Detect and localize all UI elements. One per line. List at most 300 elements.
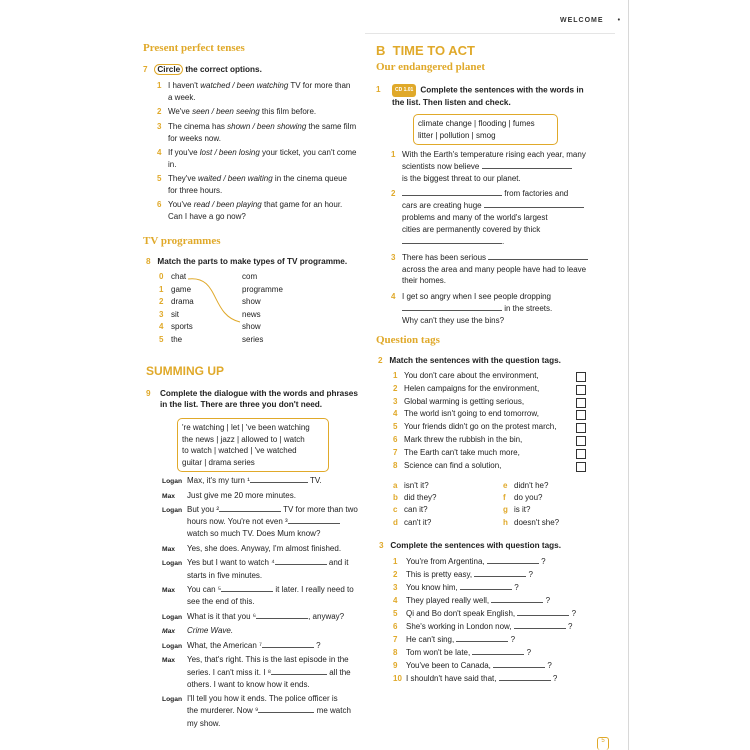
match-row	[159, 334, 309, 347]
list-item	[393, 568, 613, 581]
answer-blank[interactable]	[456, 634, 508, 642]
list-item	[393, 447, 593, 460]
exercise-instruction: Complete the sentences with question tags.	[390, 541, 561, 550]
exercise-number: 9	[146, 389, 151, 398]
word-list-line: 're watching | let | 've been watching	[182, 423, 310, 432]
item-line	[402, 315, 606, 327]
item-text: that game for an hour. Can I have a go now?	[168, 200, 343, 222]
answer-blank[interactable]	[499, 673, 551, 681]
match-right: show	[242, 322, 261, 332]
item-number: 2	[159, 297, 164, 307]
exercise-2-heading	[378, 356, 561, 365]
item-line	[402, 236, 606, 248]
speaker-name: Logan	[162, 642, 183, 650]
text-segment: ?	[313, 640, 321, 650]
text-segment: I get so angry when I see people dropping	[402, 292, 551, 302]
item-number: 10	[393, 674, 402, 683]
item-line	[402, 188, 606, 200]
speaker-name: Max	[162, 628, 176, 636]
dialogue-turn	[162, 584, 372, 608]
dialogue-line	[162, 504, 372, 516]
answer-blank[interactable]	[219, 504, 281, 512]
item-line	[402, 224, 606, 236]
circle-word: Circle	[154, 64, 183, 75]
match-right: com	[242, 272, 258, 281]
text-segment: Yes, she does. Anyway, I'm almost finished.	[187, 543, 342, 553]
exercise-3-heading	[379, 541, 561, 550]
text-segment: others. I want to know how it ends.	[187, 679, 310, 689]
match-row	[159, 309, 309, 322]
text-segment: problems and many of the world's largest	[402, 213, 548, 223]
item-text: Global warming is getting serious,	[404, 396, 525, 406]
answer-blank[interactable]	[482, 161, 572, 169]
item-number: 2	[393, 570, 398, 579]
tag-text: can't it?	[404, 517, 432, 527]
list-item	[393, 620, 613, 633]
item-number: 2	[393, 383, 398, 393]
exercise-number: 7	[143, 65, 148, 74]
exercise-instruction: Match the parts to make types of TV programme.	[157, 257, 348, 266]
item-end: ?	[543, 596, 551, 605]
match-right: programme	[242, 284, 283, 294]
dialogue-turn	[162, 640, 372, 652]
item-text: Your friends didn't go on the protest march,	[404, 422, 557, 432]
dialogue-turn	[162, 475, 372, 487]
item-options: seen / been seeing	[192, 107, 260, 117]
exercise-3-items	[393, 555, 613, 685]
speaker-name: Logan	[162, 613, 183, 621]
section-title-question-tags: Question tags	[376, 334, 440, 346]
tag-option	[503, 492, 559, 504]
exercise-8-heading	[146, 257, 347, 266]
tag-text: do you?	[514, 493, 543, 503]
item-text: I shouldn't have said that,	[406, 674, 499, 683]
item-number: 3	[393, 583, 398, 592]
item-line	[402, 212, 606, 224]
tag-letter: a	[393, 481, 398, 490]
present-perfect-list	[157, 80, 357, 226]
text-segment: What, the American ⁷	[187, 640, 262, 650]
dialogue-line	[162, 654, 372, 666]
dialogue-line	[162, 705, 372, 717]
speaker-name: Max	[162, 587, 176, 595]
match-left: sit	[171, 309, 179, 319]
match-right: series	[242, 334, 264, 344]
match-row	[159, 284, 309, 297]
running-header	[560, 17, 621, 24]
text-segment: What is it that you ⁶	[187, 611, 257, 621]
dialogue-line	[162, 528, 372, 540]
text-segment: Just give me 20 more minutes.	[187, 490, 296, 500]
answer-blank[interactable]	[250, 475, 308, 483]
answer-checkbox[interactable]	[576, 423, 586, 433]
answer-blank[interactable]	[402, 188, 502, 196]
item-number: 7	[393, 635, 398, 644]
item-end: ?	[538, 557, 546, 566]
tags-column-left	[393, 480, 436, 529]
dialogue-line	[162, 557, 372, 569]
list-item	[393, 370, 593, 383]
dialogue-turn	[162, 625, 372, 637]
item-line	[402, 275, 606, 287]
word-list-line: to watch | watched | 've watched	[182, 446, 297, 455]
list-item	[157, 106, 357, 118]
tag-letter: b	[393, 493, 398, 503]
dialogue-line	[162, 693, 372, 705]
tag-text: can it?	[404, 505, 428, 515]
match-right: news	[242, 309, 261, 319]
item-line	[402, 264, 606, 276]
item-number: 6	[157, 200, 162, 210]
audio-track-badge[interactable]: CD 1.01	[392, 84, 416, 97]
section-subtitle: Our endangered planet	[376, 61, 485, 73]
text-segment: You can ⁵	[187, 585, 222, 595]
dialogue-turn	[162, 693, 372, 730]
item-number: 4	[391, 292, 396, 302]
dialogue-line	[162, 718, 372, 730]
section-title: TIME TO ACT	[392, 43, 475, 58]
answer-checkbox[interactable]	[576, 398, 586, 408]
item-line	[402, 161, 606, 173]
word-list-line: guitar | drama series	[182, 457, 255, 467]
text-segment: and it	[326, 558, 349, 568]
item-text: You've	[168, 200, 194, 210]
word-list-box	[177, 418, 329, 472]
answer-blank[interactable]	[493, 660, 545, 668]
page-edge	[628, 0, 629, 750]
exercise-number: 3	[379, 541, 384, 550]
tag-letter: g	[503, 505, 508, 515]
section-title-present-perfect: Present perfect tenses	[143, 42, 245, 54]
item-line	[402, 200, 606, 212]
text-segment: Why can't they use the bins?	[402, 315, 505, 325]
word-list-line: climate change | flooding | fumes	[418, 119, 535, 128]
text-segment: Yes, that's right. This is the last episode in the	[187, 655, 349, 665]
list-item	[393, 672, 613, 685]
item-number: 2	[157, 107, 162, 117]
exercise-7-heading	[143, 65, 262, 74]
tag-text: is it?	[514, 505, 531, 515]
list-item	[157, 173, 357, 197]
list-item	[393, 434, 593, 447]
tag-option	[393, 517, 436, 529]
text-segment: Yes but I want to watch ⁴	[187, 558, 275, 568]
tag-letter: c	[393, 505, 398, 515]
answer-blank[interactable]	[258, 705, 314, 713]
item-number: 4	[393, 409, 398, 419]
item-text: Mark threw the rubbish in the bin,	[404, 434, 523, 444]
text-segment: cars are creating huge	[402, 201, 484, 211]
list-item	[393, 396, 593, 409]
answer-blank[interactable]	[275, 557, 327, 565]
answer-blank[interactable]	[474, 569, 526, 577]
item-end: ?	[569, 609, 577, 618]
tag-letter: h	[503, 517, 508, 527]
text-segment: There has been serious	[402, 252, 489, 262]
match-row	[159, 321, 309, 334]
answer-blank[interactable]	[517, 608, 569, 616]
answer-blank[interactable]	[221, 584, 273, 592]
item-line	[402, 149, 606, 161]
answer-blank[interactable]	[484, 200, 584, 208]
text-segment: TV for more than two	[281, 505, 358, 514]
item-text: If you've	[168, 147, 200, 157]
match-right: show	[242, 297, 261, 307]
text-segment: hours now. You're not even ³	[187, 517, 288, 527]
word-list-line: the news | jazz | allowed to | watch	[182, 434, 305, 444]
answer-blank[interactable]	[402, 236, 505, 247]
section-title-summing-up: SUMMING UP	[146, 364, 224, 378]
answer-blank[interactable]	[256, 611, 308, 619]
tag-option	[503, 504, 559, 516]
item-number: 3	[159, 309, 164, 319]
item-text: in the cinema queue for three hours.	[168, 174, 347, 196]
match-left: game	[171, 284, 192, 294]
item-end: ?	[545, 661, 552, 670]
tag-text: isn't it?	[404, 481, 429, 490]
match-row	[159, 271, 309, 284]
text-segment: Crime Wave.	[187, 626, 234, 636]
item-number: 4	[157, 147, 162, 157]
exercise-number: 2	[378, 356, 383, 365]
item-text: I haven't	[168, 81, 201, 90]
text-segment: starts in five minutes.	[187, 570, 263, 580]
speaker-name: Logan	[162, 696, 183, 704]
item-number: 2	[391, 189, 396, 199]
list-item	[391, 252, 606, 288]
exercise-instruction: Match the sentences with the question tags.	[389, 356, 561, 365]
item-text: They played really well,	[406, 596, 492, 605]
list-item	[393, 421, 593, 434]
tag-option	[503, 480, 559, 492]
answer-blank[interactable]	[288, 516, 340, 524]
dialogue-turn	[162, 611, 372, 623]
text-segment: me watch	[314, 706, 351, 716]
speaker-name: Max	[162, 545, 176, 553]
dialogue-line	[162, 570, 372, 582]
item-number: 5	[393, 609, 398, 618]
exercise-number: 1	[376, 85, 381, 94]
tag-text: doesn't she?	[514, 517, 560, 527]
page-number: 5	[601, 738, 605, 744]
item-text: Qi and Bo don't speak English,	[406, 609, 518, 618]
item-text: We've	[168, 107, 193, 117]
text-segment: TV.	[307, 476, 322, 485]
dialogue-line	[162, 516, 372, 528]
answer-blank[interactable]	[514, 621, 566, 629]
item-text: You know him,	[406, 583, 460, 592]
text-segment: .	[502, 237, 505, 247]
list-item	[157, 121, 357, 145]
speaker-name: Max	[162, 492, 176, 500]
tag-option	[503, 517, 559, 529]
answer-blank[interactable]	[460, 582, 512, 590]
header-dot: •	[617, 17, 622, 24]
item-text: Helen campaigns for the environment,	[404, 383, 540, 393]
answer-blank[interactable]	[491, 595, 543, 603]
answer-blank[interactable]	[271, 667, 327, 675]
exercise-1-heading	[376, 84, 596, 108]
word-list-box	[413, 114, 558, 145]
item-text: your ticket, you can't come in.	[168, 147, 357, 169]
section-letter: B	[376, 43, 386, 58]
speaker-name: Logan	[162, 478, 183, 485]
answer-checkbox[interactable]	[576, 410, 586, 420]
dialogue-line	[162, 490, 372, 502]
text-segment: scientists now believe	[402, 161, 482, 171]
match-left: sports	[171, 322, 193, 332]
item-options: waited / been waiting	[197, 174, 273, 184]
list-item	[393, 555, 613, 568]
item-text: The Earth can't take much more,	[404, 447, 520, 457]
speaker-name: Max	[162, 657, 176, 665]
match-row	[159, 296, 309, 309]
item-end: ?	[508, 635, 516, 644]
item-number: 1	[393, 371, 398, 380]
item-options: watched / been watching	[200, 81, 289, 90]
match-left: chat	[171, 272, 187, 281]
item-number: 3	[393, 396, 398, 406]
text-segment: cities are permanently covered by thick	[402, 225, 541, 235]
item-line	[402, 252, 606, 264]
text-segment: watch so much TV. Does Mum know?	[187, 529, 321, 539]
item-text: You've been to Canada,	[406, 661, 494, 670]
tag-option	[393, 504, 436, 516]
dialogue-line	[162, 679, 372, 691]
text-segment: , anyway?	[308, 611, 345, 621]
question-tag-sentences	[393, 370, 593, 472]
answer-blank[interactable]	[488, 252, 588, 260]
list-item	[157, 80, 357, 104]
list-item	[391, 188, 606, 248]
item-number: 4	[393, 596, 398, 605]
dialogue-line	[162, 596, 372, 608]
tv-match-list	[159, 271, 309, 351]
speaker-name: Logan	[162, 507, 183, 514]
item-text: Tom won't be late,	[406, 648, 473, 657]
dialogue-line	[162, 625, 372, 637]
item-line	[402, 291, 606, 303]
item-number: 0	[159, 272, 164, 281]
list-item	[393, 646, 613, 659]
item-end: ?	[550, 674, 558, 683]
item-number: 5	[157, 174, 162, 184]
item-number: 8	[393, 460, 398, 470]
list-item	[157, 147, 357, 171]
item-options: shown / been showing	[227, 121, 307, 131]
header-label: WELCOME	[560, 17, 604, 24]
answer-blank[interactable]	[402, 303, 502, 311]
item-options: read / been playing	[193, 200, 262, 210]
answer-blank[interactable]	[472, 647, 524, 655]
item-text: The cinema has	[168, 121, 228, 131]
exercise-instruction: the correct options.	[183, 65, 262, 74]
list-item	[393, 460, 593, 473]
text-segment: Max, it's my turn ¹	[187, 476, 250, 485]
answer-checkbox[interactable]	[576, 372, 586, 382]
tag-option	[393, 480, 436, 492]
text-segment: series. I can't miss it. I ⁸	[187, 667, 272, 677]
item-line	[402, 303, 606, 315]
item-text: They've	[168, 174, 198, 184]
item-number: 4	[159, 322, 164, 332]
item-text: TV for more than a week.	[168, 81, 351, 102]
answer-blank[interactable]	[487, 556, 539, 564]
item-number: 8	[393, 648, 398, 657]
dialogue-turn	[162, 490, 372, 502]
exercise-instruction: Complete the dialogue with the words and phrases in the list. There are three you don't need.	[160, 389, 358, 409]
text-segment: the murderer. Now ⁹	[187, 706, 259, 716]
list-item	[391, 149, 606, 185]
exercise-1-items	[391, 149, 606, 330]
dialogue-turn	[162, 543, 372, 555]
list-item	[393, 594, 613, 607]
text-segment: my show.	[187, 718, 221, 728]
item-number: 1	[159, 284, 164, 294]
item-number: 3	[157, 121, 162, 131]
item-line	[402, 173, 606, 185]
item-number: 9	[393, 661, 398, 670]
exercise-9-heading	[146, 388, 361, 410]
item-text: This is pretty easy,	[406, 570, 475, 579]
match-left: drama	[171, 297, 194, 307]
answer-checkbox[interactable]	[576, 449, 586, 459]
tag-letter: f	[503, 493, 506, 503]
item-number: 1	[393, 557, 398, 566]
answer-checkbox[interactable]	[576, 436, 586, 446]
text-segment: from factories and	[502, 189, 569, 199]
dialogue-turn	[162, 504, 372, 541]
text-segment: it later. I really need to	[273, 585, 354, 595]
item-number: 5	[159, 334, 164, 344]
list-item	[393, 383, 593, 396]
header-rule	[365, 33, 615, 34]
dialogue-turn	[162, 654, 372, 691]
tag-option	[393, 492, 436, 504]
dialogue	[162, 475, 372, 732]
list-item	[391, 291, 606, 327]
list-item	[393, 408, 593, 421]
tag-letter: e	[503, 481, 508, 490]
item-number: 1	[157, 81, 162, 90]
list-item	[393, 659, 613, 672]
list-item	[393, 633, 613, 646]
dialogue-turn	[162, 557, 372, 581]
text-segment: their homes.	[402, 276, 447, 286]
tags-column-right	[503, 480, 559, 529]
item-end: ?	[565, 622, 573, 631]
exercise-number: 8	[146, 257, 151, 266]
item-number: 7	[393, 447, 398, 457]
list-item	[393, 607, 613, 620]
answer-checkbox[interactable]	[576, 385, 586, 395]
item-number: 5	[393, 422, 398, 432]
item-text: this film before.	[259, 107, 317, 117]
item-text: She's working in London now,	[406, 622, 514, 631]
item-text: The world isn't going to end tomorrow,	[404, 409, 539, 419]
answer-blank[interactable]	[262, 640, 314, 648]
section-title-tv: TV programmes	[143, 235, 221, 247]
text-segment: With the Earth's temperature rising each year, many	[402, 150, 586, 159]
text-segment: is the biggest threat to our planet.	[402, 173, 521, 183]
item-number: 6	[393, 622, 398, 631]
item-number: 1	[391, 150, 396, 159]
dialogue-line	[162, 584, 372, 596]
dialogue-line	[162, 667, 372, 679]
item-number: 6	[393, 434, 398, 444]
answer-checkbox[interactable]	[576, 462, 586, 472]
speaker-name: Logan	[162, 560, 183, 568]
